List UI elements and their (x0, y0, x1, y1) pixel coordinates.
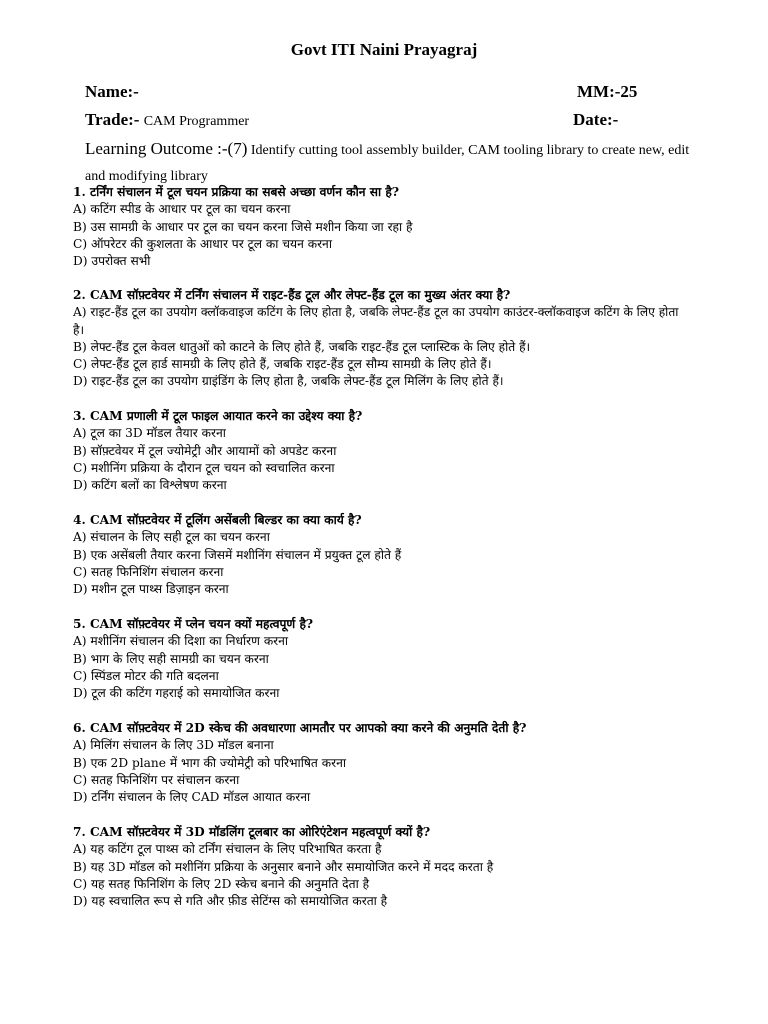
option-a: A) कटिंग स्पीड के आधार पर टूल का चयन करना (73, 202, 291, 217)
option-a: A) टूल का 3D मॉडल तैयार करना (73, 426, 226, 441)
learning-outcome (85, 136, 695, 190)
trade-label: Trade:- (85, 110, 140, 129)
date-label: Date:- (573, 110, 619, 129)
option-c: C) लेफ्ट-हैंड टूल हार्ड सामग्री के लिए होते हैं, जबकि राइट-हैंड टूल सौम्य सामग्री के लिए होते हैं। (73, 357, 492, 372)
option-d: D) राइट-हैंड टूल का उपयोग ग्राइंडिंग के लिए होता है, जबकि लेफ्ट-हैंड टूल मिलिंग के लिए होते हैं। (73, 374, 504, 389)
option-d: D) उपरोक्त सभी (73, 254, 151, 269)
option-a: A) मिलिंग संचालन के लिए 3D मॉडल बनाना (73, 738, 274, 753)
option-d: D) टूल की कटिंग गहराई को समायोजित करना (73, 686, 280, 701)
option-d: D) टर्निंग संचालन के लिए CAD मॉडल आयात करना (73, 790, 311, 805)
name-label: Name:- (85, 82, 139, 101)
option-c: C) सतह फिनिशिंग पर संचालन करना (73, 772, 240, 787)
option-c: C) स्पिंडल मोटर की गति बदलना (73, 668, 219, 683)
option-c: C) सतह फिनिशिंग संचालन करना (73, 564, 224, 579)
option-c: C) यह सतह फिनिशिंग के लिए 2D स्केच बनाने की अनुमति देता है (73, 876, 370, 891)
question-1 (73, 184, 693, 270)
option-d: D) मशीन टूल पाथ्स डिज़ाइन करना (73, 582, 229, 597)
institute-title: Govt ITI Naini Prayagraj (290, 40, 478, 59)
question-text: 1. टर्निंग संचालन में टूल चयन प्रक्रिया का सबसे अच्छा वर्णन कौन सा है? (73, 185, 400, 199)
option-a: A) राइट-हैंड टूल का उपयोग क्लॉकवाइज कटिंग के लिए होता है, जबकि लेफ्ट-हैंड टूल का उपयोग काउंटर-क्लॉकवाइज कटिंग के लिए होता है। (73, 305, 679, 337)
trade-field (85, 110, 249, 130)
option-a: A) मशीनिंग संचालन की दिशा का निर्धारण करना (73, 634, 289, 649)
max-marks (577, 82, 637, 102)
trade-value: CAM Programmer (143, 114, 250, 129)
question-6 (73, 720, 693, 806)
question-text: 2. CAM सॉफ़्टवेयर में टर्निंग संचालन में राइट-हैंड टूल और लेफ्ट-हैंड टूल का मुख्य अंतर क्या है? (73, 288, 511, 302)
learning-outcome-label: Learning Outcome :-(7) (85, 139, 248, 158)
question-4 (73, 512, 693, 598)
mm-label: MM:-25 (577, 82, 638, 101)
option-a: A) संचालन के लिए सही टूल का चयन करना (73, 530, 270, 545)
option-a: A) यह कटिंग टूल पाथ्स को टर्निंग संचालन के लिए परिभाषित करता है (73, 842, 382, 857)
question-text: 5. CAM सॉफ़्टवेयर में प्लेन चयन क्यों महत्वपूर्ण है? (73, 617, 314, 631)
question-text: 7. CAM सॉफ़्टवेयर में 3D मॉडलिंग टूलबार का ओरिएंटेशन महत्वपूर्ण क्यों है? (73, 825, 431, 839)
question-2 (73, 287, 693, 391)
name-field (85, 82, 139, 102)
option-c: C) मशीनिंग प्रक्रिया के दौरान टूल चयन को स्वचालित करना (73, 460, 335, 475)
option-d: D) यह स्वचालित रूप से गति और फ़ीड सेटिंग्स को समायोजित करता है (73, 894, 388, 909)
date-field (573, 110, 618, 130)
option-b: B) यह 3D मॉडल को मशीनिंग प्रक्रिया के अनुसार बनाने और समायोजित करने में मदद करता है (73, 859, 494, 874)
option-c: C) ऑपरेटर की कुशलता के आधार पर टूल का चयन करना (73, 236, 332, 251)
question-5 (73, 616, 693, 702)
learning-outcome-text: Identify cutting tool assembly builder, CAM tooling library to create new, edit and modifying library (85, 143, 690, 184)
question-3 (73, 408, 693, 494)
option-b: B) एक 2D plane में भाग की ज्योमेट्री को परिभाषित करना (73, 755, 346, 770)
question-text: 3. CAM प्रणाली में टूल फाइल आयात करने का उद्देश्य क्या है? (73, 409, 363, 423)
option-b: B) लेफ्ट-हैंड टूल केवल धातुओं को काटने के लिए होते हैं, जबकि राइट-हैंड टूल प्लास्टिक के लिए होते हैं। (73, 339, 531, 354)
question-text: 4. CAM सॉफ़्टवेयर में टूलिंग असेंबली बिल्डर का क्या कार्य है? (73, 513, 362, 527)
option-d: D) कटिंग बलों का विश्लेषण करना (73, 478, 227, 493)
option-b: B) उस सामग्री के आधार पर टूल का चयन करना जिसे मशीन किया जा रहा है (73, 219, 413, 234)
option-b: B) सॉफ़्टवेयर में टूल ज्योमेट्री और आयामों को अपडेट करना (73, 443, 337, 458)
option-b: B) भाग के लिए सही सामग्री का चयन करना (73, 651, 269, 666)
option-b: B) एक असेंबली तैयार करना जिसमें मशीनिंग संचालन में प्रयुक्त टूल होते हैं (73, 547, 402, 562)
question-text: 6. CAM सॉफ़्टवेयर में 2D स्केच की अवधारणा आमतौर पर आपको क्या करने की अनुमति देती है? (73, 721, 527, 735)
question-7 (73, 824, 693, 910)
